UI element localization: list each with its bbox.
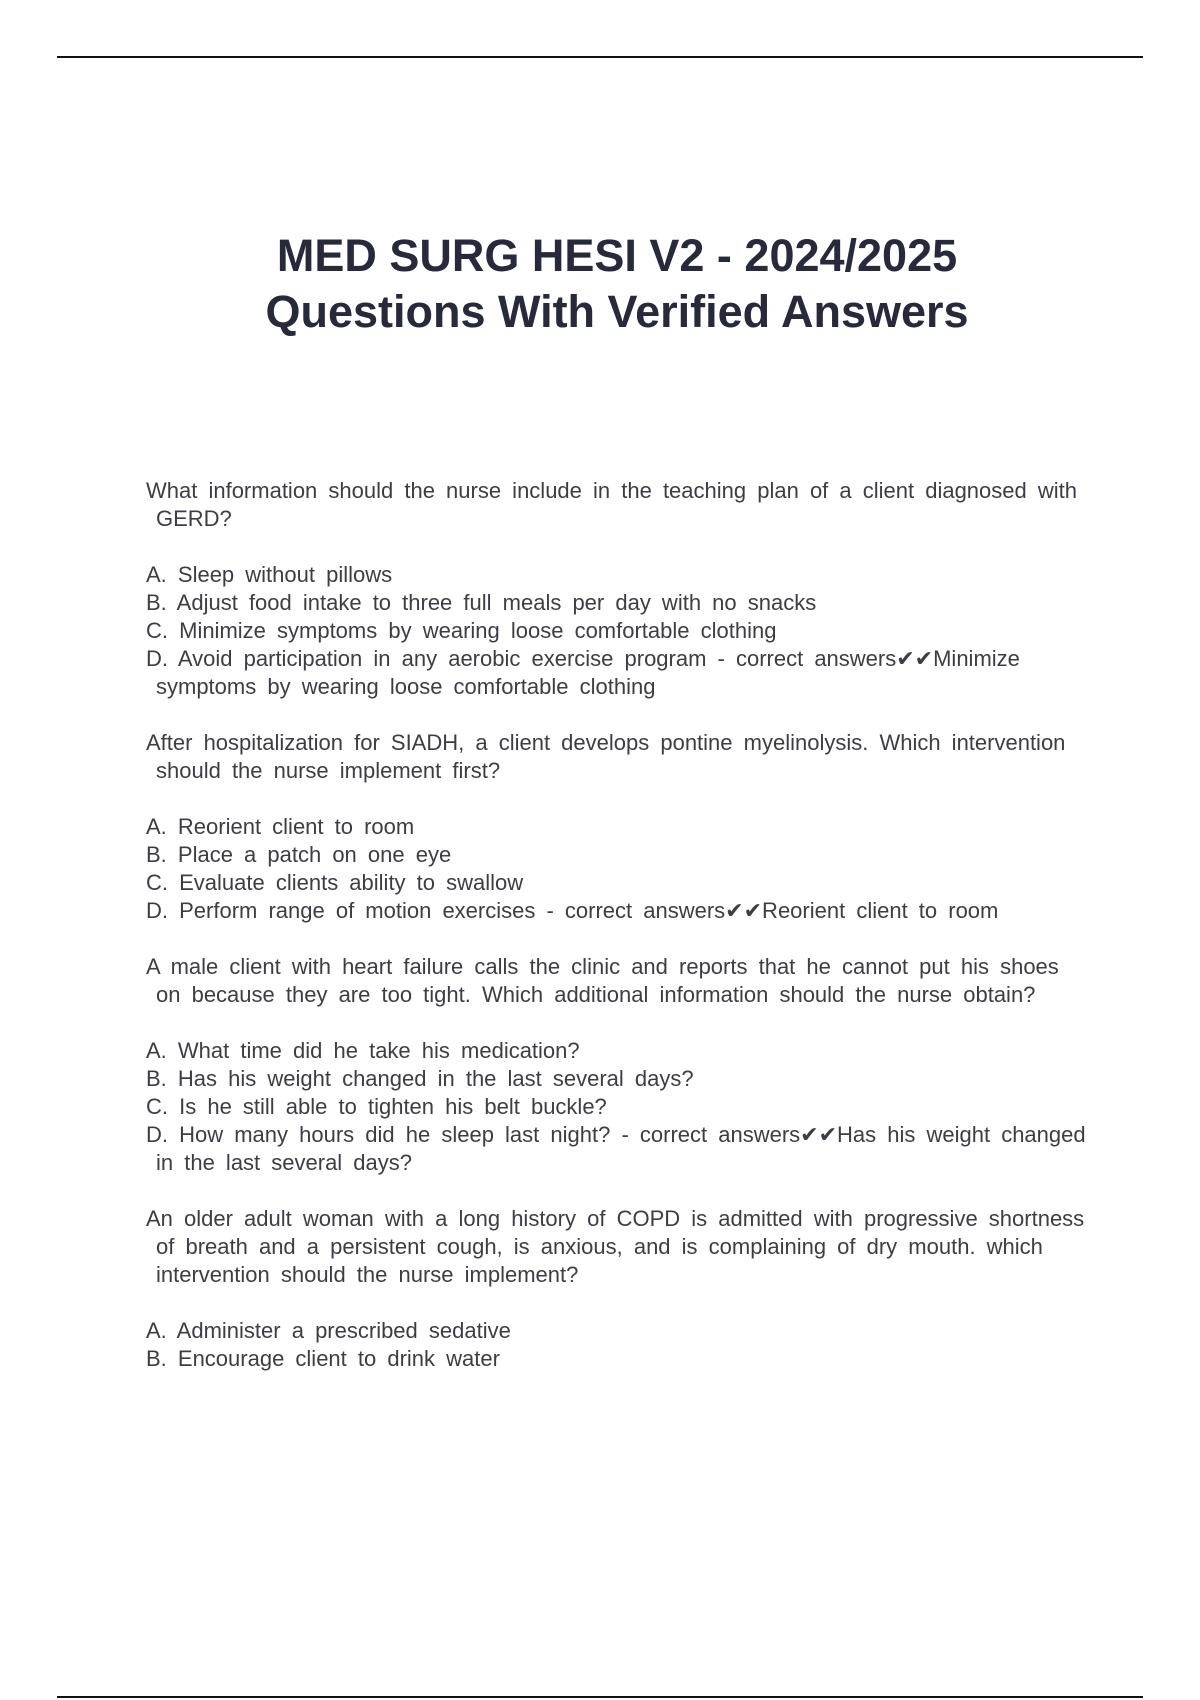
question-list — [146, 477, 1086, 1401]
title-line-1: MED SURG HESI V2 - 2024/2025 — [276, 230, 958, 281]
question-text: An older adult woman with a long history of COPD is admitted with progressive shortness of breath and a persistent cough, is anxious, and is complaining of dry mouth. which intervention should the nurse implement? — [146, 1206, 1085, 1287]
bottom-divider — [57, 1696, 1143, 1698]
option-b: B. Place a patch on one eye — [146, 842, 452, 867]
title-line-2: Questions With Verified Answers — [265, 286, 969, 337]
question-text: After hospitalization for SIADH, a client develops pontine myelinolysis. Which intervention should the nurse implement first? — [146, 730, 1066, 783]
option-list — [146, 561, 1086, 701]
option-list — [146, 813, 1086, 925]
option-c: C. Evaluate clients ability to swallow — [146, 870, 524, 895]
question-block — [146, 729, 1086, 925]
option-c: C. Minimize symptoms by wearing loose comfortable clothing — [146, 618, 777, 643]
question-block — [146, 477, 1086, 701]
option-d-with-answer: D. Perform range of motion exercises - correct answers✔✔Reorient client to room — [146, 898, 999, 923]
option-b: B. Adjust food intake to three full meals per day with no snacks — [146, 590, 817, 615]
page-title — [0, 228, 1200, 340]
option-a: A. What time did he take his medication? — [146, 1038, 580, 1063]
option-list — [146, 1317, 1086, 1373]
option-list — [146, 1037, 1086, 1177]
option-d-with-answer: D. Avoid participation in any aerobic exercise program - correct answers✔✔Minimize symptoms by wearing loose comfortable clothing — [146, 646, 1020, 699]
option-d-with-answer: D. How many hours did he sleep last night? - correct answers✔✔Has his weight changed in the last several days? — [146, 1122, 1086, 1175]
question-text: What information should the nurse include in the teaching plan of a client diagnosed with GERD? — [146, 478, 1077, 531]
question-text: A male client with heart failure calls the clinic and reports that he cannot put his shoes on because they are too tight. Which additional information should the nurse obtain? — [146, 954, 1059, 1007]
top-divider — [57, 56, 1143, 58]
question-block — [146, 1205, 1086, 1373]
option-a: A. Reorient client to room — [146, 814, 415, 839]
option-c: C. Is he still able to tighten his belt buckle? — [146, 1094, 607, 1119]
option-b: B. Has his weight changed in the last several days? — [146, 1066, 694, 1091]
question-block — [146, 953, 1086, 1177]
option-a: A. Administer a prescribed sedative — [146, 1318, 511, 1343]
option-a: A. Sleep without pillows — [146, 562, 393, 587]
option-b: B. Encourage client to drink water — [146, 1346, 500, 1371]
